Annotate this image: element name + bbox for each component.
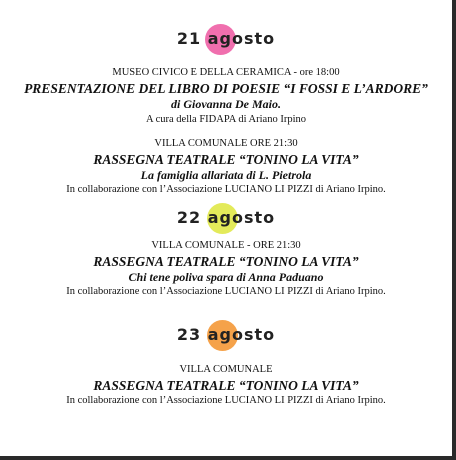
event-title: PRESENTAZIONE DEL LIBRO DI POESIE “I FOSSI E L’ARDORE” — [24, 81, 428, 96]
event-play: Chi tene poliva spara di Anna Paduano — [128, 270, 324, 284]
day-21-section — [0, 24, 452, 197]
event-venue: VILLA COMUNALE ORE 21:30 — [154, 138, 298, 149]
date-22-text: 22 agosto — [176, 208, 276, 227]
event-title: RASSEGNA TEATRALE “TONINO LA VITA” — [93, 254, 359, 269]
date-21-text: 21 agosto — [176, 29, 276, 48]
day-23-section — [0, 320, 452, 408]
event-title: RASSEGNA TEATRALE “TONINO LA VITA” — [93, 152, 359, 167]
event-venue: VILLA COMUNALE — [179, 364, 273, 375]
date-23-text: 23 agosto — [176, 325, 276, 344]
event-title: RASSEGNA TEATRALE “TONINO LA VITA” — [93, 378, 359, 393]
event-author: di Giovanna De Maio. — [170, 97, 281, 111]
date-heading-21 — [0, 24, 452, 54]
event-credit: In collaborazione con l’Associazione LUCIANO LI PIZZI di Ariano Irpino. — [66, 286, 386, 297]
event-venue: VILLA COMUNALE - ORE 21:30 — [151, 240, 301, 251]
event-venue: MUSEO CIVICO E DELLA CERAMICA - ore 18:00 — [112, 67, 340, 78]
day-22-section — [0, 203, 452, 299]
event-play: La famiglia allariata di L. Pietrola — [140, 168, 312, 182]
event-credit: In collaborazione con l’Associazione LUCIANO LI PIZZI di Ariano Irpino. — [66, 184, 386, 195]
event-credit: In collaborazione con l’Associazione LUCIANO LI PIZZI di Ariano Irpino. — [66, 395, 386, 406]
event-credit: A cura della FIDAPA di Ariano Irpino — [145, 114, 306, 125]
date-heading-22 — [0, 203, 452, 233]
date-heading-23 — [0, 320, 452, 350]
